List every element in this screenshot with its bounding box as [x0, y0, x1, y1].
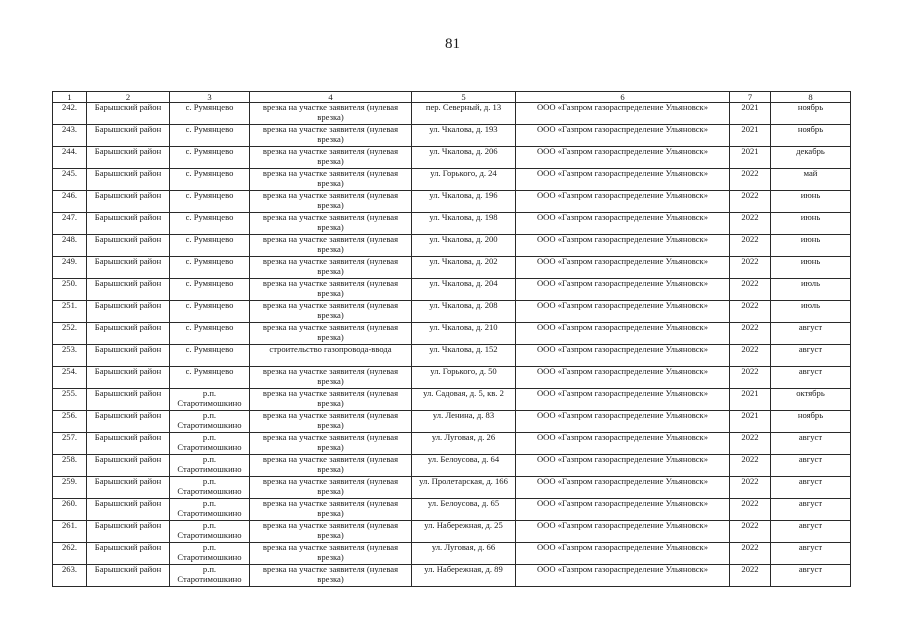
cell-work-type: врезка на участке заявителя (нулевая врезка) — [250, 257, 412, 279]
cell-month: октябрь — [771, 389, 851, 411]
cell-month: август — [771, 367, 851, 389]
cell-year: 2022 — [730, 301, 771, 323]
cell-district: Барышский район — [87, 455, 170, 477]
cell-settlement: с. Румянцево — [170, 213, 250, 235]
cell-work-type: врезка на участке заявителя (нулевая врезка) — [250, 169, 412, 191]
table-row — [53, 125, 851, 147]
cell-year: 2022 — [730, 499, 771, 521]
cell-address: ул. Ленина, д. 83 — [412, 411, 516, 433]
cell-work-type: врезка на участке заявителя (нулевая врезка) — [250, 213, 412, 235]
cell-organization: ООО «Газпром газораспределение Ульяновск» — [516, 323, 730, 345]
cell-row-number: 243. — [53, 125, 87, 147]
cell-work-type: врезка на участке заявителя (нулевая врезка) — [250, 433, 412, 455]
cell-district: Барышский район — [87, 323, 170, 345]
cell-year: 2021 — [730, 103, 771, 125]
cell-row-number: 246. — [53, 191, 87, 213]
cell-year: 2022 — [730, 345, 771, 367]
cell-settlement: р.п. Старотимошкино — [170, 521, 250, 543]
cell-year: 2022 — [730, 213, 771, 235]
cell-district: Барышский район — [87, 543, 170, 565]
cell-work-type: врезка на участке заявителя (нулевая врезка) — [250, 389, 412, 411]
cell-address: ул. Пролетарская, д. 166 — [412, 477, 516, 499]
cell-year: 2022 — [730, 565, 771, 587]
table-row — [53, 323, 851, 345]
cell-row-number: 254. — [53, 367, 87, 389]
cell-organization: ООО «Газпром газораспределение Ульяновск» — [516, 543, 730, 565]
cell-month: август — [771, 455, 851, 477]
cell-address: ул. Чкалова, д. 152 — [412, 345, 516, 367]
cell-settlement: с. Румянцево — [170, 169, 250, 191]
column-header: 4 — [250, 92, 412, 103]
cell-month: декабрь — [771, 147, 851, 169]
cell-settlement: с. Румянцево — [170, 323, 250, 345]
column-header: 6 — [516, 92, 730, 103]
cell-address: ул. Горького, д. 50 — [412, 367, 516, 389]
cell-organization: ООО «Газпром газораспределение Ульяновск» — [516, 433, 730, 455]
cell-row-number: 242. — [53, 103, 87, 125]
cell-year: 2022 — [730, 279, 771, 301]
cell-row-number: 253. — [53, 345, 87, 367]
cell-settlement: р.п. Старотимошкино — [170, 499, 250, 521]
cell-organization: ООО «Газпром газораспределение Ульяновск» — [516, 367, 730, 389]
cell-district: Барышский район — [87, 279, 170, 301]
cell-settlement: с. Румянцево — [170, 191, 250, 213]
cell-month: июнь — [771, 191, 851, 213]
cell-address: ул. Белоусова, д. 64 — [412, 455, 516, 477]
cell-month: июль — [771, 279, 851, 301]
cell-row-number: 252. — [53, 323, 87, 345]
cell-row-number: 244. — [53, 147, 87, 169]
cell-district: Барышский район — [87, 103, 170, 125]
cell-address: ул. Чкалова, д. 204 — [412, 279, 516, 301]
cell-year: 2022 — [730, 235, 771, 257]
table-row — [53, 433, 851, 455]
cell-month: август — [771, 477, 851, 499]
registry-table — [52, 91, 851, 587]
cell-year: 2022 — [730, 257, 771, 279]
cell-organization: ООО «Газпром газораспределение Ульяновск» — [516, 257, 730, 279]
cell-work-type: врезка на участке заявителя (нулевая врезка) — [250, 455, 412, 477]
table-row — [53, 257, 851, 279]
cell-settlement: с. Румянцево — [170, 301, 250, 323]
cell-year: 2022 — [730, 191, 771, 213]
cell-month: август — [771, 543, 851, 565]
cell-organization: ООО «Газпром газораспределение Ульяновск» — [516, 345, 730, 367]
cell-organization: ООО «Газпром газораспределение Ульяновск» — [516, 499, 730, 521]
cell-organization: ООО «Газпром газораспределение Ульяновск» — [516, 279, 730, 301]
cell-district: Барышский район — [87, 477, 170, 499]
cell-month: август — [771, 345, 851, 367]
cell-district: Барышский район — [87, 521, 170, 543]
cell-year: 2021 — [730, 147, 771, 169]
cell-work-type: врезка на участке заявителя (нулевая врезка) — [250, 323, 412, 345]
cell-settlement: с. Румянцево — [170, 345, 250, 367]
cell-month: август — [771, 323, 851, 345]
cell-address: ул. Горького, д. 24 — [412, 169, 516, 191]
table-row — [53, 521, 851, 543]
cell-organization: ООО «Газпром газораспределение Ульяновск» — [516, 235, 730, 257]
cell-organization: ООО «Газпром газораспределение Ульяновск» — [516, 169, 730, 191]
table-row — [53, 345, 851, 367]
cell-work-type: врезка на участке заявителя (нулевая врезка) — [250, 235, 412, 257]
cell-address: ул. Чкалова, д. 200 — [412, 235, 516, 257]
cell-row-number: 250. — [53, 279, 87, 301]
cell-year: 2022 — [730, 521, 771, 543]
cell-settlement: с. Румянцево — [170, 103, 250, 125]
cell-settlement: р.п. Старотимошкино — [170, 455, 250, 477]
cell-district: Барышский район — [87, 411, 170, 433]
cell-district: Барышский район — [87, 433, 170, 455]
cell-month: август — [771, 565, 851, 587]
cell-month: ноябрь — [771, 125, 851, 147]
table-row — [53, 301, 851, 323]
cell-district: Барышский район — [87, 389, 170, 411]
cell-row-number: 257. — [53, 433, 87, 455]
cell-row-number: 259. — [53, 477, 87, 499]
cell-district: Барышский район — [87, 345, 170, 367]
table-row — [53, 455, 851, 477]
cell-year: 2022 — [730, 543, 771, 565]
cell-organization: ООО «Газпром газораспределение Ульяновск» — [516, 191, 730, 213]
cell-address: ул. Чкалова, д. 196 — [412, 191, 516, 213]
cell-settlement: с. Румянцево — [170, 279, 250, 301]
cell-row-number: 262. — [53, 543, 87, 565]
table-row — [53, 389, 851, 411]
cell-district: Барышский район — [87, 147, 170, 169]
cell-organization: ООО «Газпром газораспределение Ульяновск» — [516, 565, 730, 587]
cell-work-type: врезка на участке заявителя (нулевая врезка) — [250, 565, 412, 587]
cell-organization: ООО «Газпром газораспределение Ульяновск» — [516, 477, 730, 499]
cell-address: ул. Луговая, д. 66 — [412, 543, 516, 565]
column-header: 1 — [53, 92, 87, 103]
cell-work-type: врезка на участке заявителя (нулевая врезка) — [250, 147, 412, 169]
table-row — [53, 279, 851, 301]
column-header: 7 — [730, 92, 771, 103]
cell-month: ноябрь — [771, 411, 851, 433]
cell-month: ноябрь — [771, 103, 851, 125]
column-header: 5 — [412, 92, 516, 103]
cell-row-number: 248. — [53, 235, 87, 257]
cell-row-number: 256. — [53, 411, 87, 433]
column-header: 8 — [771, 92, 851, 103]
cell-address: ул. Садовая, д. 5, кв. 2 — [412, 389, 516, 411]
cell-work-type: врезка на участке заявителя (нулевая врезка) — [250, 191, 412, 213]
cell-address: ул. Набережная, д. 25 — [412, 521, 516, 543]
cell-month: август — [771, 499, 851, 521]
cell-year: 2022 — [730, 455, 771, 477]
table-row — [53, 499, 851, 521]
table-row — [53, 411, 851, 433]
cell-settlement: с. Румянцево — [170, 125, 250, 147]
cell-settlement: с. Румянцево — [170, 147, 250, 169]
cell-settlement: р.п. Старотимошкино — [170, 389, 250, 411]
cell-district: Барышский район — [87, 565, 170, 587]
cell-year: 2022 — [730, 433, 771, 455]
cell-work-type: врезка на участке заявителя (нулевая врезка) — [250, 411, 412, 433]
cell-address: ул. Чкалова, д. 193 — [412, 125, 516, 147]
cell-settlement: р.п. Старотимошкино — [170, 565, 250, 587]
cell-year: 2021 — [730, 411, 771, 433]
column-header: 3 — [170, 92, 250, 103]
cell-work-type: врезка на участке заявителя (нулевая врезка) — [250, 367, 412, 389]
cell-year: 2022 — [730, 477, 771, 499]
cell-work-type: врезка на участке заявителя (нулевая врезка) — [250, 543, 412, 565]
cell-month: июнь — [771, 235, 851, 257]
cell-year: 2021 — [730, 125, 771, 147]
column-header: 2 — [87, 92, 170, 103]
table-row — [53, 191, 851, 213]
cell-settlement: с. Румянцево — [170, 367, 250, 389]
table-row — [53, 543, 851, 565]
cell-month: июнь — [771, 257, 851, 279]
cell-district: Барышский район — [87, 499, 170, 521]
cell-district: Барышский район — [87, 125, 170, 147]
cell-year: 2022 — [730, 367, 771, 389]
cell-work-type: врезка на участке заявителя (нулевая врезка) — [250, 477, 412, 499]
cell-district: Барышский район — [87, 191, 170, 213]
header-row — [53, 92, 851, 103]
cell-organization: ООО «Газпром газораспределение Ульяновск» — [516, 389, 730, 411]
cell-district: Барышский район — [87, 235, 170, 257]
cell-organization: ООО «Газпром газораспределение Ульяновск» — [516, 213, 730, 235]
cell-row-number: 247. — [53, 213, 87, 235]
cell-district: Барышский район — [87, 169, 170, 191]
cell-organization: ООО «Газпром газораспределение Ульяновск» — [516, 301, 730, 323]
cell-address: пер. Северный, д. 13 — [412, 103, 516, 125]
cell-district: Барышский район — [87, 213, 170, 235]
cell-district: Барышский район — [87, 301, 170, 323]
cell-organization: ООО «Газпром газораспределение Ульяновск» — [516, 147, 730, 169]
cell-work-type: врезка на участке заявителя (нулевая врезка) — [250, 301, 412, 323]
cell-address: ул. Чкалова, д. 210 — [412, 323, 516, 345]
cell-year: 2022 — [730, 169, 771, 191]
cell-organization: ООО «Газпром газораспределение Ульяновск» — [516, 103, 730, 125]
cell-address: ул. Чкалова, д. 206 — [412, 147, 516, 169]
table-row — [53, 565, 851, 587]
cell-month: июнь — [771, 213, 851, 235]
table-row — [53, 235, 851, 257]
cell-row-number: 261. — [53, 521, 87, 543]
cell-work-type: врезка на участке заявителя (нулевая врезка) — [250, 499, 412, 521]
cell-district: Барышский район — [87, 257, 170, 279]
cell-settlement: р.п. Старотимошкино — [170, 543, 250, 565]
cell-work-type: врезка на участке заявителя (нулевая врезка) — [250, 125, 412, 147]
cell-settlement: с. Румянцево — [170, 235, 250, 257]
cell-row-number: 263. — [53, 565, 87, 587]
cell-address: ул. Луговая, д. 26 — [412, 433, 516, 455]
cell-work-type: врезка на участке заявителя (нулевая врезка) — [250, 279, 412, 301]
table-row — [53, 477, 851, 499]
cell-month: май — [771, 169, 851, 191]
cell-year: 2022 — [730, 323, 771, 345]
cell-district: Барышский район — [87, 367, 170, 389]
table-row — [53, 367, 851, 389]
cell-work-type: строительство газопровода-ввода — [250, 345, 412, 367]
cell-year: 2021 — [730, 389, 771, 411]
cell-month: август — [771, 433, 851, 455]
cell-address: ул. Чкалова, д. 202 — [412, 257, 516, 279]
cell-work-type: врезка на участке заявителя (нулевая врезка) — [250, 103, 412, 125]
cell-organization: ООО «Газпром газораспределение Ульяновск» — [516, 455, 730, 477]
cell-row-number: 251. — [53, 301, 87, 323]
table-body — [53, 103, 851, 587]
table-row — [53, 213, 851, 235]
cell-settlement: р.п. Старотимошкино — [170, 477, 250, 499]
cell-settlement: р.п. Старотимошкино — [170, 433, 250, 455]
table-row — [53, 103, 851, 125]
cell-settlement: с. Румянцево — [170, 257, 250, 279]
cell-row-number: 255. — [53, 389, 87, 411]
cell-month: июль — [771, 301, 851, 323]
cell-row-number: 260. — [53, 499, 87, 521]
table-row — [53, 147, 851, 169]
cell-settlement: р.п. Старотимошкино — [170, 411, 250, 433]
cell-month: август — [771, 521, 851, 543]
cell-address: ул. Чкалова, д. 208 — [412, 301, 516, 323]
cell-row-number: 258. — [53, 455, 87, 477]
page-number: 81 — [445, 36, 460, 52]
cell-address: ул. Чкалова, д. 198 — [412, 213, 516, 235]
cell-row-number: 245. — [53, 169, 87, 191]
cell-address: ул. Белоусова, д. 65 — [412, 499, 516, 521]
table-row — [53, 169, 851, 191]
cell-work-type: врезка на участке заявителя (нулевая врезка) — [250, 521, 412, 543]
cell-organization: ООО «Газпром газораспределение Ульяновск» — [516, 411, 730, 433]
cell-organization: ООО «Газпром газораспределение Ульяновск» — [516, 125, 730, 147]
cell-address: ул. Набережная, д. 89 — [412, 565, 516, 587]
cell-organization: ООО «Газпром газораспределение Ульяновск» — [516, 521, 730, 543]
cell-row-number: 249. — [53, 257, 87, 279]
